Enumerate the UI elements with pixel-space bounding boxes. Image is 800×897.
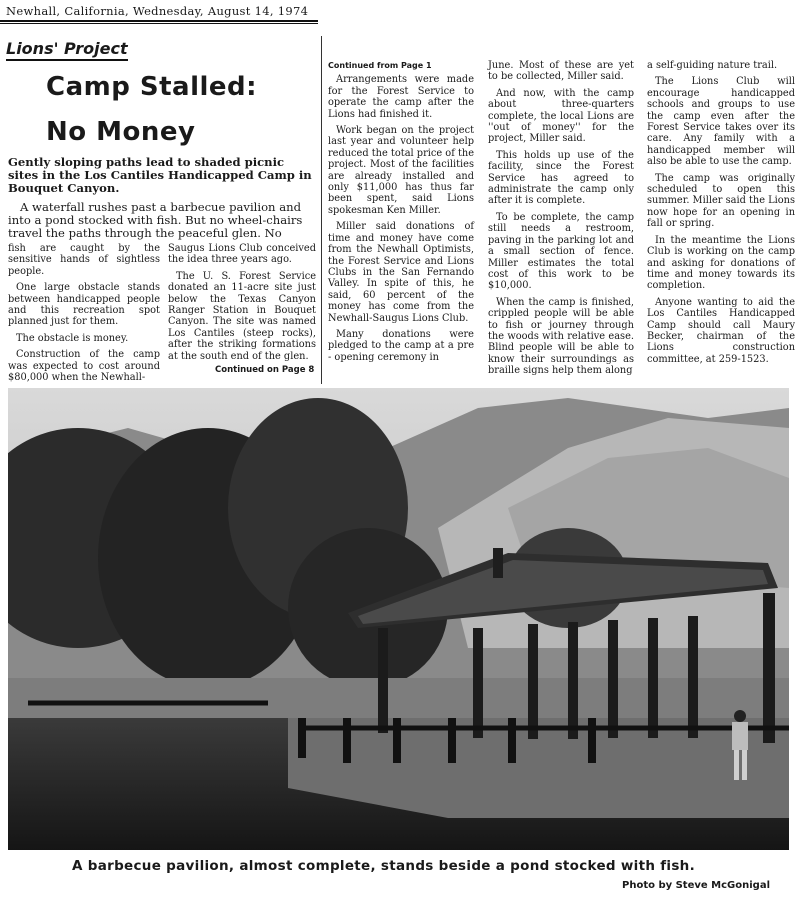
paragraph: The U. S. Forest Service donated an 11-acre site just below the Texas Canyon Ranger Station in Bouquet Canyon. The site was named Los Cantiles (steep rocks), after the striking formations at the south end of the glen. (168, 270, 316, 362)
kicker: Lions' Project (6, 39, 128, 61)
dateline: Newhall, California, Wednesday, August 14, 1974 (6, 4, 309, 18)
paragraph: fish are caught by the sensitive hands of sightless people. (8, 243, 160, 277)
article-column-4 (488, 60, 634, 382)
photo-caption: A barbecue pavilion, almost complete, stands beside a pond stocked with fish. (72, 858, 696, 874)
paragraph: And now, with the camp about three-quarters complete, the local Lions are ''out of money'' for the project, Miller said. (488, 87, 634, 145)
paragraph: One large obstacle stands between handicapped people and this recreation spot planned just for them. (8, 282, 160, 328)
paragraph: The camp was originally scheduled to open this summer. Miller said the Lions now hope for an opening in fall or spring. (647, 172, 795, 230)
paragraph: Work began on the project last year and volunteer help reduced the total price of the project. Most of the facilities are already installed and only $11,000 has thus far been spent, said Lions spokesman Ken Miller. (328, 125, 474, 216)
headline-line-1: Camp Stalled: (46, 72, 258, 102)
paragraph: This holds up use of the facility, since the Forest Service has agreed to administrate the camp only after it is complete. (488, 149, 634, 207)
pavilion-photo-drawing (8, 388, 789, 850)
continued-on-label: Continued on Page 8 (215, 365, 315, 375)
article-column-3 (328, 60, 474, 368)
masthead-rule (0, 20, 318, 22)
paragraph: To be complete, the camp still needs a restroom, paving in the parking lot and a small section of fence. Miller estimates the total cost of this work to be $10,000. (488, 211, 634, 292)
article-column-2 (168, 243, 316, 367)
continued-from-label: Continued from Page 1 (328, 61, 432, 70)
paragraph: Anyone wanting to aid the Los Cantiles Handicapped Camp should call Maury Becker, chairman of the Lions construction committee, at 259-1523. (647, 296, 795, 365)
paragraph: Saugus Lions Club conceived the idea three years ago. (168, 243, 316, 266)
column-rule (321, 36, 322, 384)
paragraph: Miller said donations of time and money have come from the Newhall Optimists, the Forest Service and Lions Clubs in the San Fernando Valley. In spite of this, he said, 60 percent of the money has come from the Newhall-Saugus Lions Club. (328, 221, 474, 324)
paragraph: The Lions Club will encourage handicapped schools and groups to use the camp even after the Forest Service takes over its care. Any family with a handicapped member will also be able to use the camp. (647, 76, 795, 168)
article-column-1 (8, 243, 160, 388)
paragraph: Construction of the camp was expected to cost around $80,000 when the Newhall- (8, 349, 160, 384)
paragraph: a self-guiding nature trail. (647, 60, 778, 71)
article-column-5 (647, 60, 795, 370)
headline-line-2: No Money (46, 117, 196, 147)
lead-paragraph: A waterfall rushes past a barbecue pavilion and into a pond stocked with fish. But no wheel-chairs travel the paths through the peaceful glen. No (8, 200, 303, 240)
paragraph: The obstacle is money. (16, 332, 129, 344)
paragraph: When the camp is finished, crippled people will be able to fish or journey through the woods with relative ease. Blind people will be able to know their surroundings as braille signs help them along (488, 296, 634, 377)
pavilion-photo (8, 388, 789, 850)
photo-credit: Photo by Steve McGonigal (622, 880, 770, 891)
deck: Gently sloping paths lead to shaded picnic sites in the Los Cantiles Handicapped Camp in Bouquet Canyon. (8, 155, 312, 195)
paragraph: Many donations were pledged to the camp at a pre - opening ceremony in (328, 328, 474, 363)
paragraph: Arrangements were made for the Forest Service to operate the camp after the Lions had finished it. (328, 74, 474, 120)
paragraph: In the meantime the Lions Club is working on the camp and asking for donations of time and money towards its completion. (647, 234, 795, 292)
masthead-rule-thin (0, 23, 318, 24)
paragraph: June. Most of these are yet to be collected, Miller said. (488, 60, 634, 83)
